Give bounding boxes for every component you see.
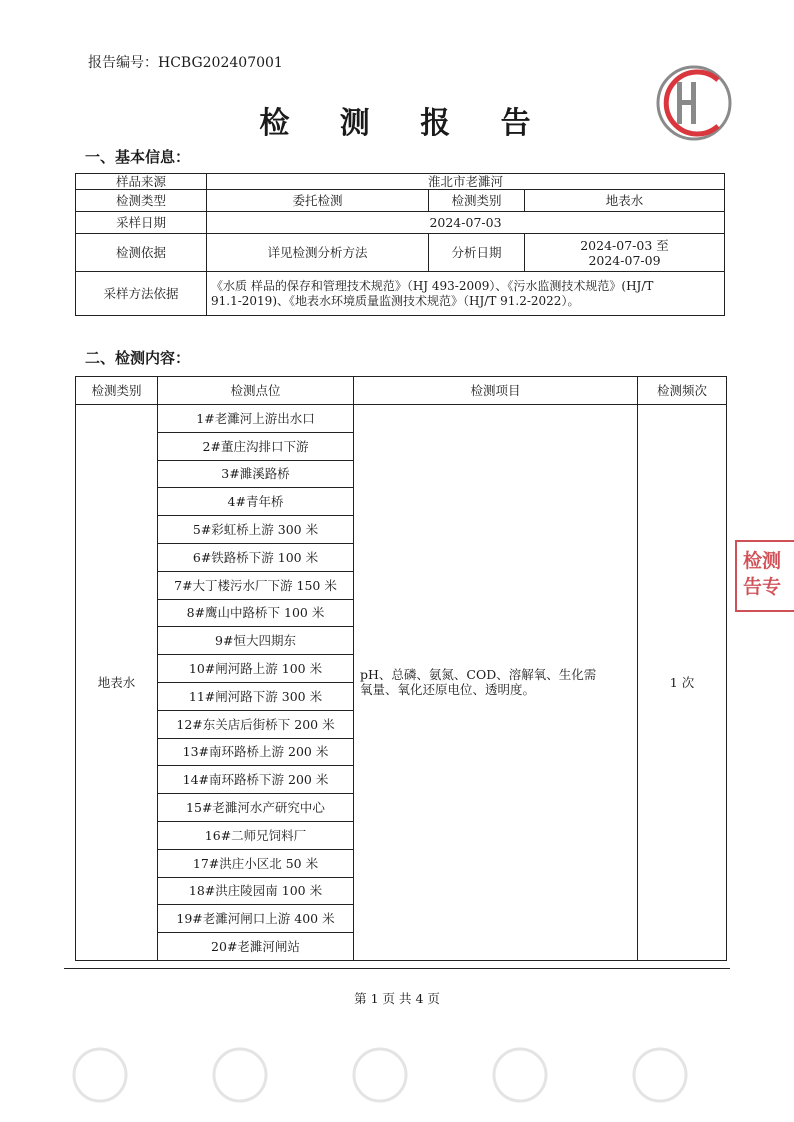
test-items-line: 氧量、氧化还原电位、透明度。	[360, 682, 536, 698]
sampling-method-line: 91.1-2019)、《地表水环境质量监测技术规范》（HJ/T 91.2-2022）。	[211, 293, 580, 308]
sampling-method-line: 《水质 样品的保存和管理技术规范》（HJ 493-2009）、《污水监测技术规范》(HJ/T	[211, 278, 654, 293]
table-row	[76, 405, 727, 433]
red-stamp	[735, 540, 794, 612]
section-heading-basic-info: 一、基本信息：	[85, 148, 191, 166]
label-test-type: 检测类型	[76, 190, 207, 212]
col-header-frequency: 检测频次	[638, 377, 727, 405]
title-char: 检	[259, 106, 294, 141]
col-header-items: 检测项目	[354, 377, 638, 405]
cell-point: 18#洪庄陵园南 100 米	[158, 877, 354, 905]
cell-point: 10#闸河路上游 100 米	[158, 655, 354, 683]
cell-point: 9#恒大四期东	[158, 627, 354, 655]
title-char: 报	[420, 106, 455, 141]
test-content-table	[75, 376, 727, 961]
cell-point: 12#东关店后街桥下 200 米	[158, 710, 354, 738]
cell-point: 1#老濉河上游出水口	[158, 405, 354, 433]
cell-test-items	[354, 405, 638, 961]
label-test-basis: 检测依据	[76, 234, 207, 272]
analysis-date-range-start: 2024-07-03 至	[580, 237, 669, 253]
cell-point: 16#二师兄饲料厂	[158, 821, 354, 849]
label-analysis-date: 分析日期	[429, 234, 525, 272]
cell-point: 14#南环路桥下游 200 米	[158, 766, 354, 794]
value-analysis-date	[525, 234, 725, 272]
col-header-category: 检测类别	[76, 377, 158, 405]
footer-divider	[64, 968, 730, 969]
title-char: 告	[500, 106, 535, 141]
cell-category: 地表水	[76, 405, 158, 961]
value-sample-source: 淮北市老濉河	[207, 174, 725, 190]
label-test-category: 检测类别	[429, 190, 525, 212]
cell-frequency: 1 次	[638, 405, 727, 961]
cell-point: 5#彩虹桥上游 300 米	[158, 516, 354, 544]
test-items-line: pH、总磷、氨氮、COD、溶解氧、生化需	[360, 667, 597, 683]
value-sampling-method	[207, 272, 725, 316]
cell-point: 4#青年桥	[158, 488, 354, 516]
cell-point: 7#大丁楼污水厂下游 150 米	[158, 571, 354, 599]
label-sampling-date: 采样日期	[76, 212, 207, 234]
analysis-date-range-end: 2024-07-09	[588, 252, 661, 268]
cell-point: 15#老濉河水产研究中心	[158, 794, 354, 822]
cell-point: 3#濉溪路桥	[158, 460, 354, 488]
section-heading-test-content: 二、检测内容：	[85, 349, 191, 367]
watermark-logo-row	[70, 1040, 730, 1110]
report-number: 报告编号：HCBG202407001	[88, 55, 283, 71]
value-test-basis: 详见检测分析方法	[207, 234, 429, 272]
cell-point: 17#洪庄小区北 50 米	[158, 849, 354, 877]
cell-point: 6#铁路桥下游 100 米	[158, 543, 354, 571]
report-title	[0, 98, 794, 142]
title-char: 测	[339, 106, 374, 141]
page-number: 第 1 页 共 4 页	[354, 991, 440, 1006]
label-sample-source: 样品来源	[76, 174, 207, 190]
cell-point: 8#鹰山中路桥下 100 米	[158, 599, 354, 627]
value-sampling-date: 2024-07-03	[207, 212, 725, 234]
stamp-text: 检测	[743, 550, 782, 572]
cell-point: 13#南环路桥上游 200 米	[158, 738, 354, 766]
col-header-point: 检测点位	[158, 377, 354, 405]
basic-info-table	[75, 173, 725, 316]
cell-point: 11#闸河路下游 300 米	[158, 682, 354, 710]
label-sampling-method: 采样方法依据	[76, 272, 207, 316]
cell-point: 19#老濉河闸口上游 400 米	[158, 905, 354, 933]
value-test-category: 地表水	[525, 190, 725, 212]
cell-point: 20#老濉河闸站	[158, 933, 354, 961]
value-test-type: 委托检测	[207, 190, 429, 212]
cell-point: 2#董庄沟排口下游	[158, 432, 354, 460]
stamp-text: 告专	[743, 576, 782, 598]
